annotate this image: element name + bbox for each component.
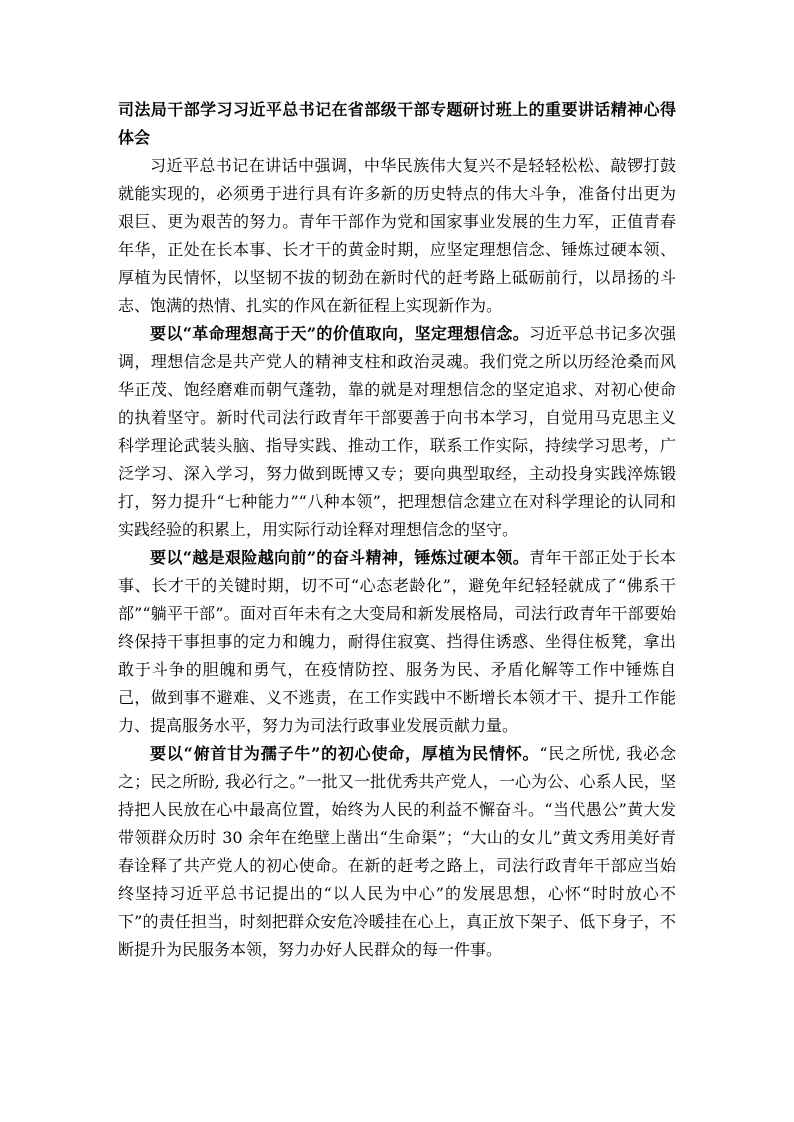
paragraph-3 (118, 544, 676, 740)
paragraph-2 (118, 320, 676, 544)
paragraph-3-lead: 要以“越是艰险越向前”的奋斗精神，锤炼过硬本领。 (150, 548, 530, 567)
paragraph-4 (118, 740, 676, 964)
document-title: 司法局干部学习习近平总书记在省部级干部专题研讨班上的重要讲话精神心得体会 (118, 100, 676, 147)
paragraph-4-body: “民之所忧, 我必念之；民之所盼, 我必行之。”一批又一批优秀共产党人，一心为公、心系人民，坚持把人民放在心中最高位置，始终为人民的利益不懈奋斗。“当代愚公”黄大发带领群众历时 30 余年在绝壁上凿出“生命渠”；“大山的女儿”黄文秀用美好青春诠释了共产党人的初心使命。在新的赶考之路上，司法行政青年干部应当始终坚持习近平总书记提出的“以人民为中心”的发展思想，心怀“时时放心不下”的责任担当，时刻把群众安危冷暖挂在心上，真正放下架子、低下身子，不断提升为民服务本领，努力办好人民群众的每一件事。 (118, 744, 676, 959)
paragraph-3-body: 青年干部正处于长本事、长才干的关键时期，切不可“心态老龄化”，避免年纪轻轻就成了“佛系干部”“躺平干部”。面对百年未有之大变局和新发展格局，司法行政青年干部要始终保持干事担事的定力和魄力，耐得住寂寞、挡得住诱惑、坐得住板凳，拿出敢于斗争的胆魄和勇气，在疫情防控、服务为民、矛盾化解等工作中锤炼自己，做到事不避难、义不逃责，在工作实践中不断增长本领才干、提升工作能力、提高服务水平，努力为司法行政事业发展贡献力量。 (118, 548, 676, 735)
paragraph-2-lead: 要以“革命理想高于天”的价值取向，坚定理想信念。 (150, 324, 530, 343)
paragraph-4-lead: 要以“俯首甘为孺子牛”的初心使命，厚植为民情怀。 (150, 744, 540, 763)
paragraph-1-body: 习近平总书记在讲话中强调，中华民族伟大复兴不是轻轻松松、敲锣打鼓就能实现的，必须勇于进行具有许多新的历史特点的伟大斗争，准备付出更为艰巨、更为艰苦的努力。青年干部作为党和国家事业发展的生力军，正值青春年华，正处在长本事、长才干的黄金时期，应坚定理想信念、锤炼过硬本领、厚植为民情怀，以坚韧不拔的韧劲在新时代的赶考路上砥砺前行，以昂扬的斗志、饱满的热情、扎实的作风在新征程上实现新作为。 (118, 156, 676, 315)
paragraph-2-body: 习近平总书记多次强调，理想信念是共产党人的精神支柱和政治灵魂。我们党之所以历经沧桑而风华正茂、饱经磨难而朝气蓬勃，靠的就是对理想信念的坚定追求、对初心使命的执着坚守。新时代司法行政青年干部要善于向书本学习，自觉用马克思主义科学理论武装头脑、指导实践、推动工作，联系工作实际，持续学习思考，广泛学习、深入学习，努力做到既博又专；要向典型取经，主动投身实践淬炼锻打，努力提升“七种能力”“八种本领”，把理想信念建立在对科学理论的认同和实践经验的积累上，用实际行动诠释对理想信念的坚守。 (118, 324, 676, 539)
paragraph-1 (118, 152, 676, 320)
